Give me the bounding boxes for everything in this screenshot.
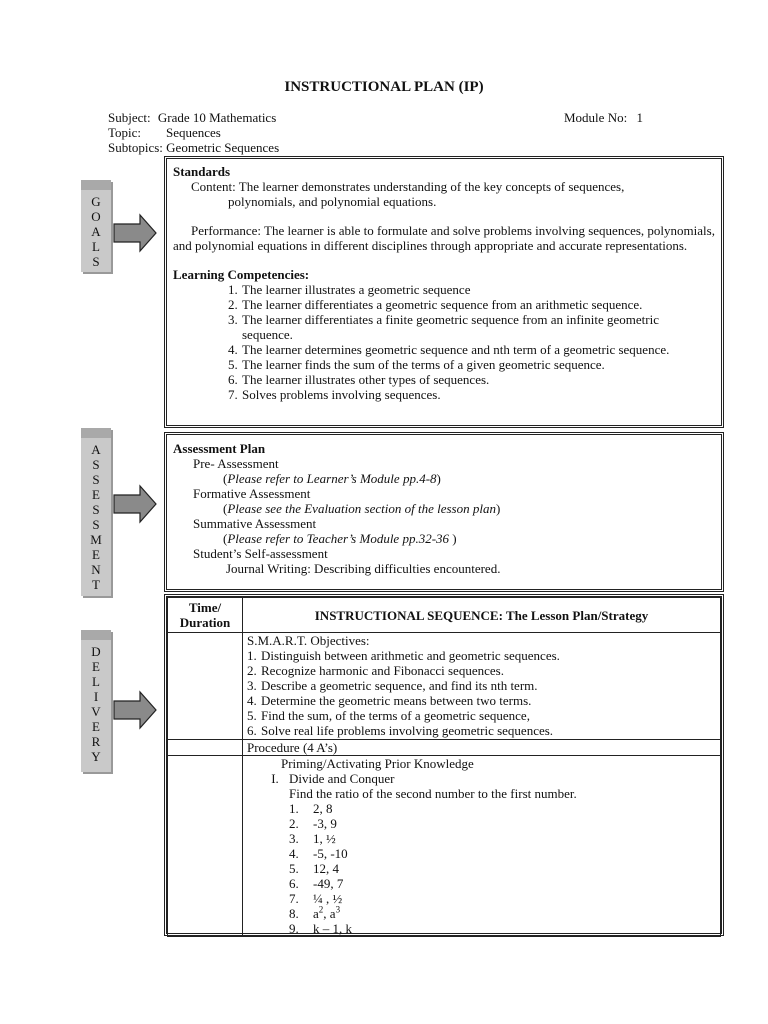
assessment-arrow-icon <box>112 484 158 524</box>
ratio-item-sep: , <box>323 906 330 921</box>
competencies-heading: Learning Competencies: <box>173 267 310 282</box>
objective-item-number: 3. <box>247 678 257 693</box>
objective-item <box>247 678 716 693</box>
procedure-cell: Procedure (4 A’s) <box>243 740 721 756</box>
time-cell <box>168 740 243 756</box>
competency-item <box>228 312 695 342</box>
goals-sidebar-letter: O <box>91 209 101 224</box>
assessment-sidebar-letter: M <box>90 532 102 547</box>
objective-item-text: Recognize harmonic and Fibonacci sequences. <box>261 663 504 678</box>
activity-title: Divide and Conquer <box>289 771 395 786</box>
standards-heading: Standards <box>173 164 231 179</box>
ratio-item-text: 2, 8 <box>313 801 333 816</box>
objective-item-number: 6. <box>247 723 257 738</box>
ratio-item-text: -5, -10 <box>313 846 348 861</box>
activity-number: I. <box>271 771 279 786</box>
objective-item-text: Determine the geometric means between two terms. <box>261 693 532 708</box>
self-assessment-note: Journal Writing: Describing difficulties encountered. <box>226 561 501 576</box>
objective-item-number: 2. <box>247 663 257 678</box>
competency-item <box>228 297 695 312</box>
subject-label: Subject: <box>108 110 151 125</box>
goals-sidebar-letter: S <box>92 254 100 269</box>
competency-item-number: 7. <box>228 387 238 402</box>
assessment-sidebar-letter: E <box>92 547 100 562</box>
objective-item-text: Find the sum, of the terms of a geometric sequence, <box>261 708 530 723</box>
ratio-item <box>289 801 716 816</box>
delivery-sidebar-letter: R <box>91 734 101 749</box>
competency-item-number: 2. <box>228 297 238 312</box>
ratio-item <box>289 831 716 846</box>
summative-assessment-label: Summative Assessment <box>193 516 317 531</box>
ratio-item-text: 12, 4 <box>313 861 339 876</box>
competency-item-number: 4. <box>228 342 238 357</box>
ratio-item-number: 2. <box>289 816 299 831</box>
objective-item-text: Describe a geometric sequence, and find its nth term. <box>261 678 538 693</box>
delivery-sidebar-letter: V <box>91 704 101 719</box>
ratio-item <box>289 861 716 876</box>
competency-item-number: 5. <box>228 357 238 372</box>
assessment-box <box>164 432 724 592</box>
assessment-sidebar-letter: S <box>92 517 100 532</box>
ratio-item-number: 8. <box>289 906 299 921</box>
objective-item <box>247 648 716 663</box>
summative-assessment-note: (Please refer to Teacher’s Module pp.32-36 ) <box>223 531 457 546</box>
content-standard-line1: Content: The learner demonstrates understanding of the key concepts of sequences, <box>191 179 625 194</box>
competency-item-text: The learner differentiates a geometric sequence from an arithmetic sequence. <box>242 297 643 312</box>
objective-item <box>247 663 716 678</box>
subject-value: Grade 10 Mathematics <box>157 110 277 125</box>
content-standard-line2: polynomials, and polynomial equations. <box>228 194 437 209</box>
table-row <box>168 740 721 756</box>
ratio-item <box>289 876 716 891</box>
objective-item-text: Solve real life problems involving geometric sequences. <box>261 723 554 738</box>
assessment-sidebar-letter: N <box>91 562 101 577</box>
delivery-sidebar-letter: E <box>92 659 100 674</box>
performance-standard: Performance: The learner is able to formulate and solve problems involving sequences, polynomials, and polynomial equations in different disciplines through appropriate and accurate representations. <box>173 223 715 253</box>
objective-item <box>247 723 716 738</box>
ratio-item-exp1: 2 <box>318 904 324 915</box>
ratio-item-number: 7. <box>289 891 299 906</box>
competencies-list <box>228 282 695 402</box>
competency-item-number: 1. <box>228 282 238 297</box>
objective-item-number: 5. <box>247 708 257 723</box>
objective-item <box>247 708 716 723</box>
formative-assessment-note: (Please see the Evaluation section of the lesson plan) <box>223 501 501 516</box>
ratio-item-text: -49, 7 <box>313 876 344 891</box>
assessment-sidebar-letter: T <box>92 577 100 592</box>
ratio-item-number: 6. <box>289 876 299 891</box>
delivery-arrow-icon <box>112 690 158 730</box>
goals-sidebar-letter: L <box>92 239 100 254</box>
ratio-item-number: 9. <box>289 921 299 936</box>
ratio-item-number: 1. <box>289 801 299 816</box>
objective-item-number: 1. <box>247 648 257 663</box>
goals-box <box>164 156 724 428</box>
competency-item-text: Solves problems involving sequences. <box>242 387 441 402</box>
module-label: Module No: <box>564 110 628 125</box>
competency-item <box>228 342 695 357</box>
subject-line <box>108 110 276 125</box>
competency-item <box>228 372 695 387</box>
delivery-sidebar-letter: D <box>91 644 101 659</box>
pre-assessment-label: Pre- Assessment <box>193 456 279 471</box>
competency-item-number: 6. <box>228 372 238 387</box>
pre-assessment-note-text: Please refer to Learner’s Module pp.4-8 <box>227 471 437 486</box>
competency-item-number: 3. <box>228 312 238 327</box>
module-value: 1 <box>636 110 643 125</box>
competency-item-text: The learner determines geometric sequence and nth term of a geometric sequence. <box>242 342 670 357</box>
lesson-plan-table <box>167 597 721 937</box>
ratio-item <box>289 906 716 921</box>
pre-assessment-note: (Please refer to Learner’s Module pp.4-8) <box>223 471 441 486</box>
delivery-sidebar-letter: Y <box>91 749 101 764</box>
module-line <box>564 110 643 125</box>
delivery-sidebar <box>81 630 111 772</box>
time-cell <box>168 633 243 740</box>
goals-sidebar-letter: G <box>91 194 101 209</box>
assessment-sidebar-letter: S <box>92 502 100 517</box>
ratio-item-exp2: 3 <box>335 904 341 915</box>
table-row <box>168 756 721 937</box>
delivery-sidebar-letter: E <box>92 719 100 734</box>
ratio-item <box>289 816 716 831</box>
assessment-sidebar <box>81 428 111 596</box>
priming-heading: Priming/Activating Prior Knowledge <box>281 756 474 771</box>
assessment-sidebar-letter: S <box>92 457 100 472</box>
table-header-row <box>168 598 721 633</box>
ratio-item-base1: a <box>313 906 319 921</box>
ratio-item-base2: a <box>329 906 336 921</box>
formative-assessment-label: Formative Assessment <box>193 486 311 501</box>
topic-line <box>108 125 221 140</box>
goals-sidebar-letter: A <box>91 224 101 239</box>
time-cell <box>168 756 243 937</box>
activity-cell <box>243 756 721 937</box>
objectives-heading: S.M.A.R.T. Objectives: <box>247 633 370 648</box>
competency-item <box>228 357 695 372</box>
competency-item <box>228 282 695 297</box>
competency-item-text: The learner illustrates a geometric sequence <box>242 282 471 297</box>
objective-item <box>247 693 716 708</box>
instructional-sequence-header: INSTRUCTIONAL SEQUENCE: The Lesson Plan/Strategy <box>243 598 721 633</box>
delivery-sidebar-letter: I <box>93 689 99 704</box>
assessment-sidebar-letter: E <box>92 487 100 502</box>
competency-item-text: The learner finds the sum of the terms of a given geometric sequence. <box>242 357 605 372</box>
subtopics-value: Geometric Sequences <box>166 140 280 155</box>
competency-item-text: The learner illustrates other types of sequences. <box>242 372 490 387</box>
ratio-item-number: 5. <box>289 861 299 876</box>
competency-item <box>228 387 695 402</box>
assessment-sidebar-letter: A <box>91 442 101 457</box>
assessment-sidebar-letter: S <box>92 472 100 487</box>
delivery-box <box>164 594 724 936</box>
objectives-cell <box>243 633 721 740</box>
self-assessment-label: Student’s Self-assessment <box>193 546 328 561</box>
topic-value: Sequences <box>166 125 221 140</box>
assessment-heading: Assessment Plan <box>173 441 266 456</box>
goals-sidebar <box>81 180 111 272</box>
objective-item-text: Distinguish between arithmetic and geometric sequences. <box>261 648 560 663</box>
time-duration-header: Time/ Duration <box>168 598 243 633</box>
ratio-item-text: 1, ½ <box>313 831 336 846</box>
subtopics-line <box>108 140 279 155</box>
formative-assessment-note-text: Please see the Evaluation section of the lesson plan <box>227 501 496 516</box>
ratio-item <box>289 921 716 936</box>
page-title: INSTRUCTIONAL PLAN (IP) <box>284 79 484 95</box>
objective-item-number: 4. <box>247 693 257 708</box>
activity-title-line <box>247 771 716 786</box>
competency-item-text: The learner differentiates a finite geometric sequence from an infinite geometric sequence. <box>242 312 660 342</box>
table-row <box>168 633 721 740</box>
ratio-item-text: k – 1, k <box>313 921 352 936</box>
ratio-item-number: 4. <box>289 846 299 861</box>
objectives-list <box>247 648 716 738</box>
ratio-item-text: ¼ , ½ <box>313 891 343 906</box>
topic-label: Topic: <box>108 125 142 140</box>
ratio-item <box>289 846 716 861</box>
ratio-item <box>289 891 716 906</box>
ratio-item-text: -3, 9 <box>313 816 337 831</box>
subtopics-label: Subtopics: <box>108 140 163 155</box>
summative-assessment-note-text: Please refer to Teacher’s Module pp.32-36 <box>227 531 450 546</box>
ratios-list <box>289 801 716 936</box>
activity-instruction: Find the ratio of the second number to the first number. <box>289 786 577 801</box>
goals-arrow-icon <box>112 213 158 253</box>
delivery-sidebar-letter: L <box>92 674 100 689</box>
ratio-item-number: 3. <box>289 831 299 846</box>
